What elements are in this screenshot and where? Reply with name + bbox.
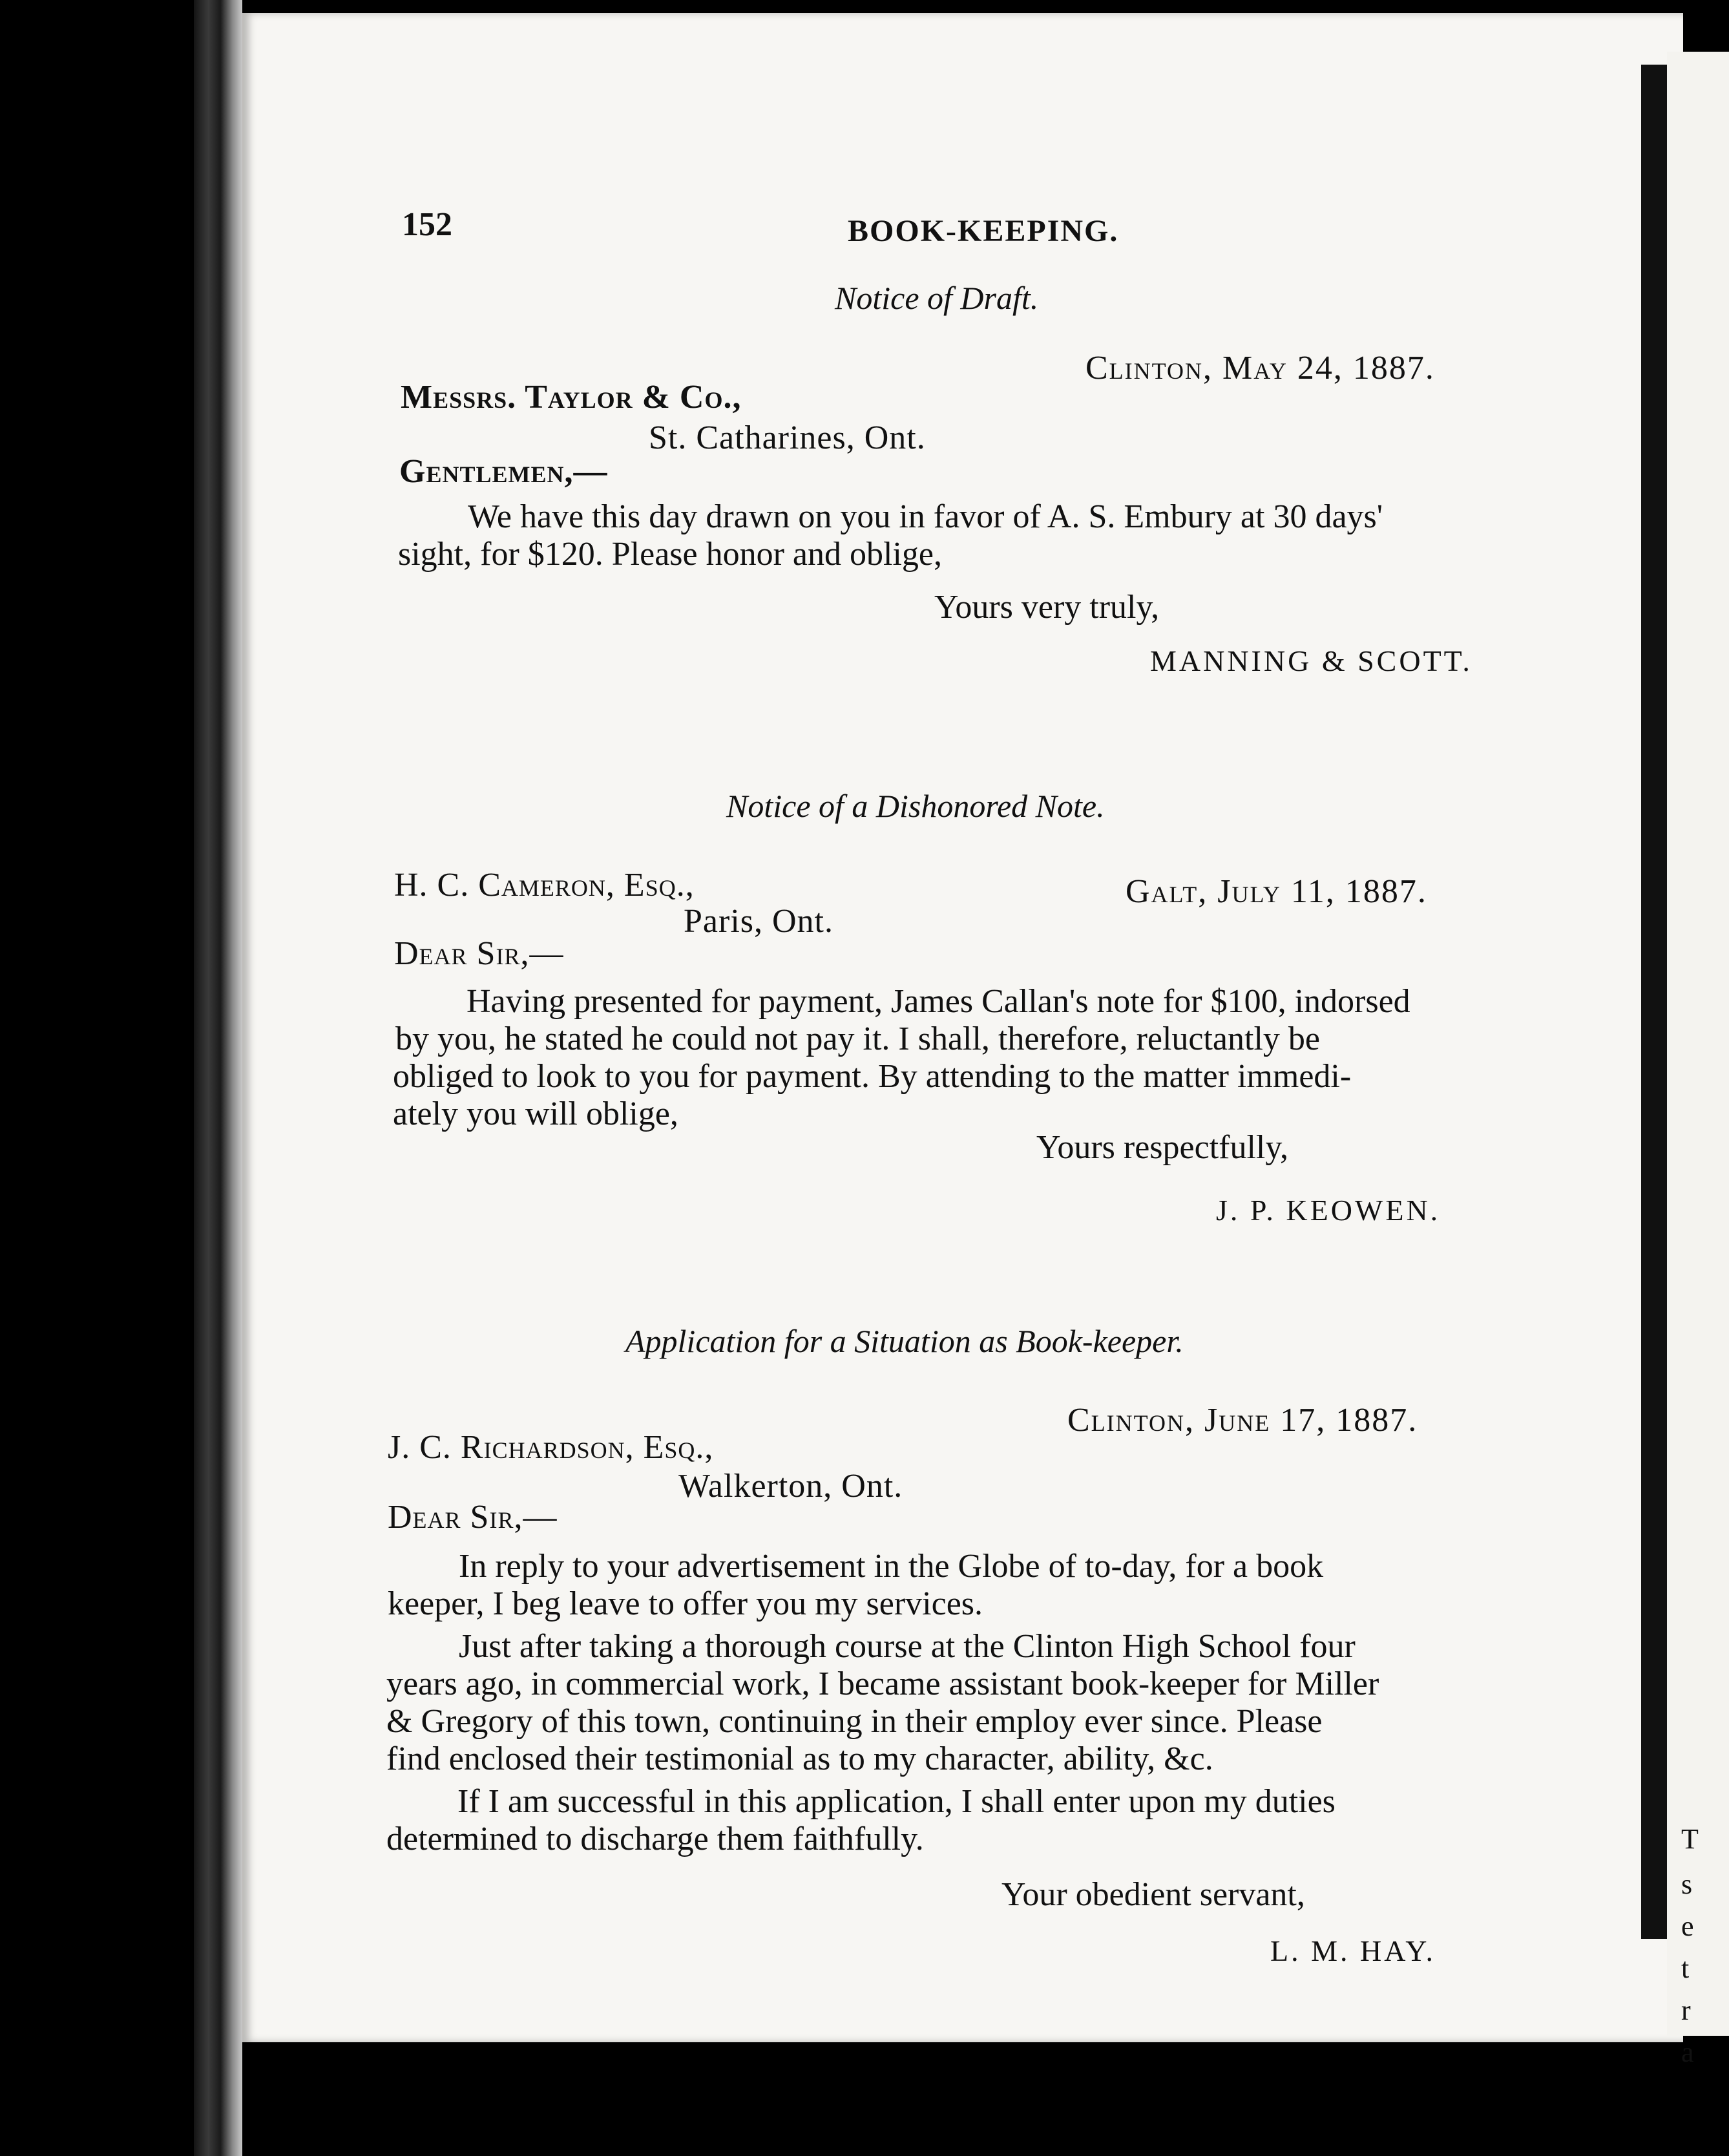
letter3-body-line: If I am successful in this application, I shall enter upon my duties [457, 1783, 1336, 1820]
letter2-addressee: H. C. Cameron, Esq., [394, 867, 695, 904]
letter2-body-line: ately you will oblige, [393, 1095, 678, 1132]
facing-page-edge [1667, 52, 1729, 2068]
letter3-salutation: Dear Sir,— [388, 1499, 558, 1536]
page-number: 152 [402, 206, 452, 243]
letter2-address: Paris, Ont. [684, 903, 833, 940]
letter3-address: Walkerton, Ont. [678, 1468, 903, 1505]
letter2-signature: J. P. KEOWEN. [1216, 1194, 1441, 1227]
letter2-body-line: obliged to look to you for payment. By attending to the matter immedi- [393, 1058, 1352, 1095]
letter3-body-line: keeper, I beg leave to offer you my services. [388, 1585, 983, 1622]
book-binding-edge [194, 0, 242, 2156]
letter3-addressee: J. C. Richardson, Esq., [388, 1429, 714, 1466]
facing-glyph: t [1681, 1952, 1690, 1984]
letter2-closing: Yours respectfully, [1036, 1129, 1288, 1166]
letter3-body-line: Just after taking a thorough course at the Clinton High School four [459, 1628, 1356, 1665]
facing-glyph: a [1681, 2036, 1694, 2068]
letter3-body-line: & Gregory of this town, continuing in their employ ever since. Please [386, 1703, 1323, 1740]
facing-glyph: T [1681, 1823, 1699, 1855]
letter2-title: Notice of a Dishonored Note. [726, 788, 1105, 824]
letter2-body-line: Having presented for payment, James Callan's note for $100, indorsed [466, 983, 1410, 1020]
letter1-closing: Yours very truly, [934, 589, 1160, 626]
letter1-address: St. Catharines, Ont. [649, 419, 926, 456]
page-gutter [1641, 65, 1667, 1939]
letter1-signature: MANNING & SCOTT. [1150, 644, 1472, 677]
letter3-date: Clinton, June 17, 1887. [1067, 1402, 1418, 1439]
letter3-signature: L. M. HAY. [1270, 1934, 1436, 1967]
facing-glyph: e [1681, 1910, 1694, 1942]
letter1-title: Notice of Draft. [835, 280, 1039, 316]
letter1-body-line: sight, for $120. Please honor and oblige, [398, 536, 942, 573]
letter3-title: Application for a Situation as Book-keeper. [625, 1323, 1184, 1359]
letter2-date: Galt, July 11, 1887. [1126, 873, 1427, 910]
letter1-salutation: Gentlemen,— [399, 453, 608, 490]
letter3-body-line: find enclosed their testimonial as to my character, ability, &c. [386, 1740, 1213, 1777]
facing-glyph: r [1681, 1994, 1691, 2026]
letter1-body-line: We have this day drawn on you in favor of A. S. Embury at 30 days' [468, 498, 1383, 535]
letter2-salutation: Dear Sir,— [394, 935, 564, 972]
letter3-body-line: years ago, in commercial work, I became assistant book-keeper for Miller [386, 1665, 1379, 1702]
letter3-body-line: In reply to your advertisement in the Globe of to-day, for a book [459, 1548, 1324, 1585]
letter1-addressee: Messrs. Taylor & Co., [401, 379, 742, 416]
running-title: BOOK-KEEPING. [848, 214, 1119, 248]
letter3-closing: Your obedient servant, [1001, 1876, 1305, 1913]
facing-glyph: s [1681, 1868, 1693, 1900]
letter1-date: Clinton, May 24, 1887. [1085, 350, 1435, 386]
letter2-body-line: by you, he stated he could not pay it. I shall, therefore, reluctantly be [395, 1020, 1320, 1057]
letter3-body-line: determined to discharge them faithfully. [386, 1821, 924, 1857]
